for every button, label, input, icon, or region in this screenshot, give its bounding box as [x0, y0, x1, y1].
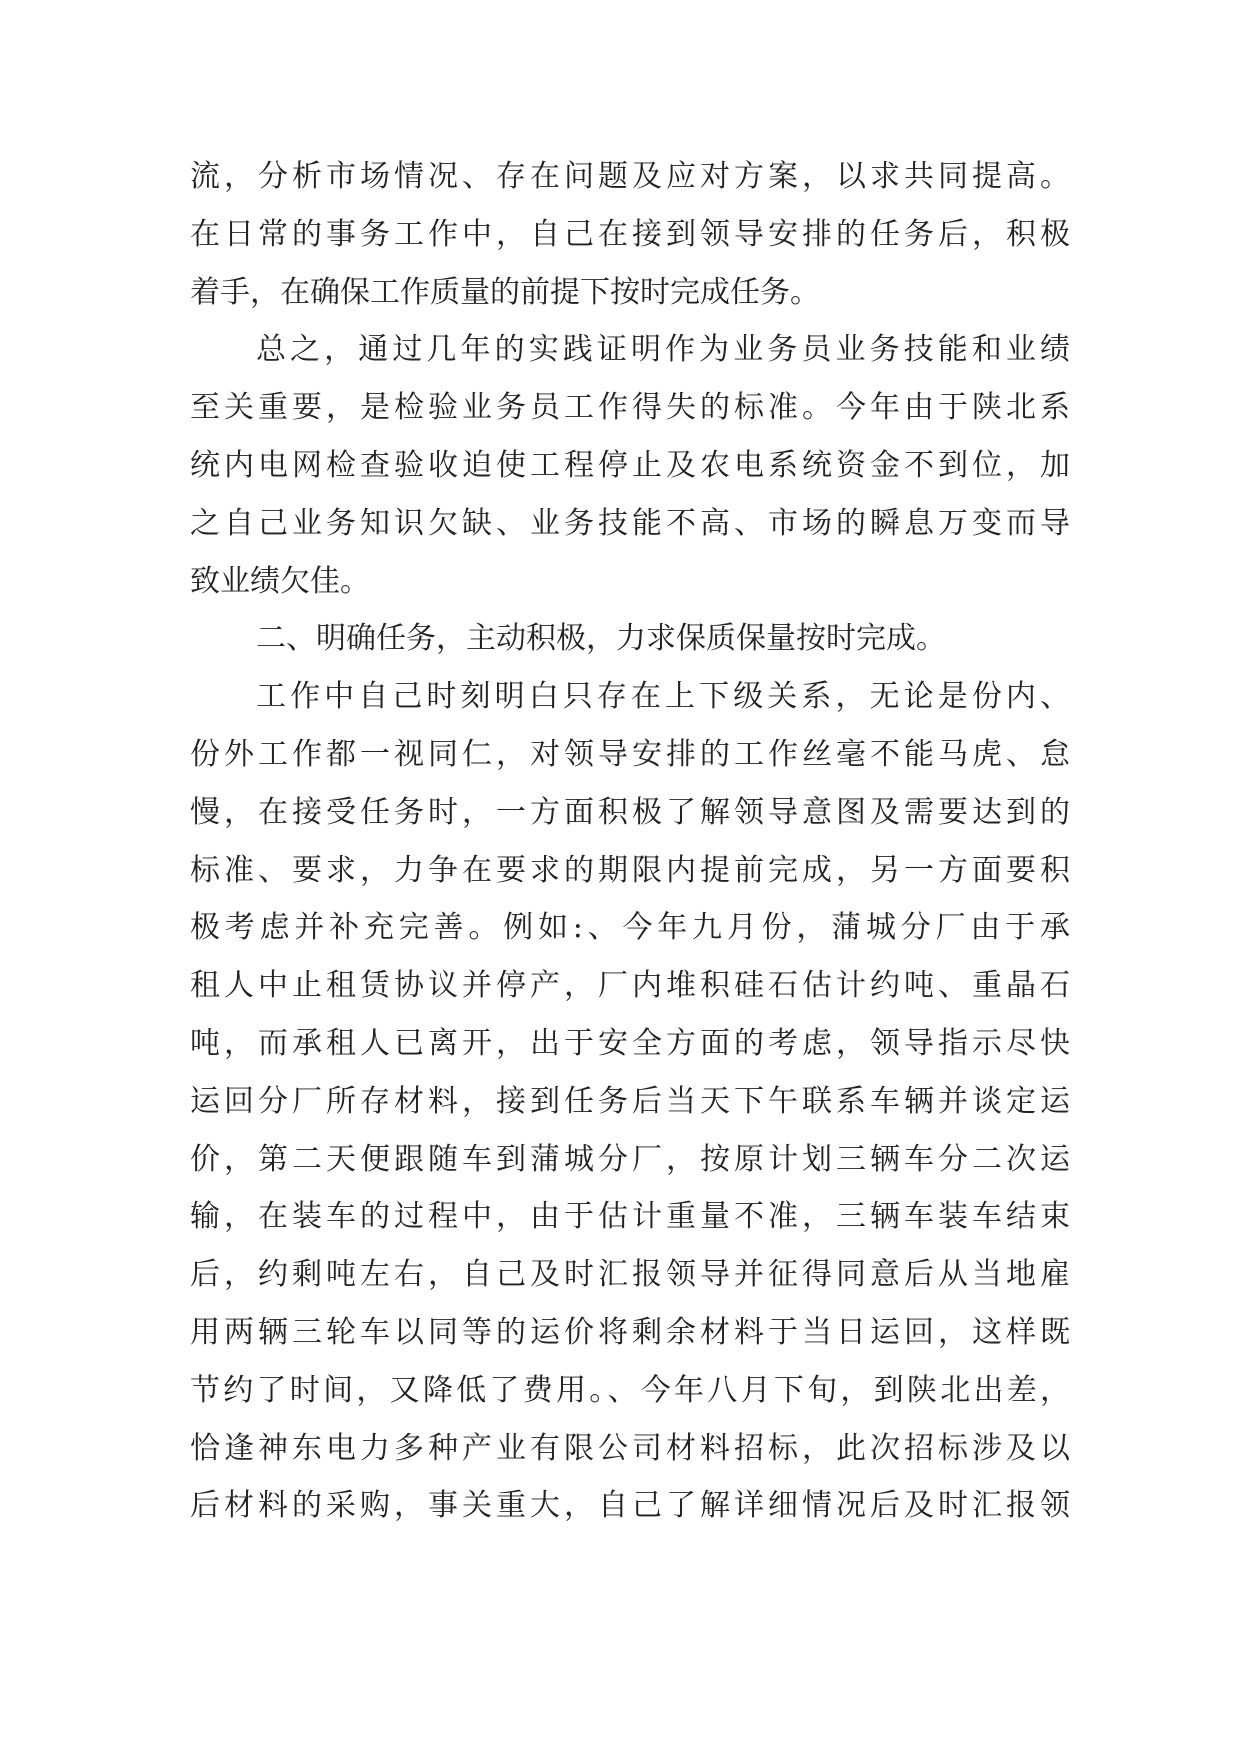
text-line: 租人中止租赁协议并停产，厂内堆积硅石估计约吨、重晶石 — [190, 968, 1070, 1004]
text-line: 输，在装车的过程中，由于估计重量不准，三辆车装车结束 — [190, 1199, 1070, 1235]
text-line: 极考虑并补充完善。例如:、今年九月份，蒲城分厂由于承 — [190, 910, 1070, 946]
text-line: 节约了时间，又降低了费用。、今年八月下旬，到陕北出差， — [190, 1372, 1070, 1408]
text-line: 在日常的事务工作中，自己在接到领导安排的任务后，积极 — [190, 216, 1070, 252]
text-line: 后，约剩吨左右，自己及时汇报领导并征得同意后从当地雇 — [190, 1257, 1070, 1293]
text-line: 吨，而承租人已离开，出于安全方面的考虑，领导指示尽快 — [190, 1025, 1070, 1061]
text-line: 用两辆三轮车以同等的运价将剩余材料于当日运回，这样既 — [190, 1314, 1070, 1350]
text-line: 着手，在确保工作质量的前提下按时完成任务。 — [190, 274, 820, 310]
body-text — [190, 148, 1070, 1535]
text-line: 价，第二天便跟随车到蒲城分厂，按原计划三辆车分二次运 — [190, 1141, 1070, 1177]
text-line: 至关重要，是检验业务员工作得失的标准。今年由于陕北系 — [190, 390, 1070, 426]
text-line: 份外工作都一视同仁，对领导安排的工作丝毫不能马虎、怠 — [190, 736, 1070, 772]
text-line: 统内电网检查验收迫使工程停止及农电系统资金不到位，加 — [190, 447, 1070, 483]
text-line: 慢，在接受任务时，一方面积极了解领导意图及需要达到的 — [190, 794, 1070, 830]
paragraph-start-line: 工作中自己时刻明白只存在上下级关系，无论是份内、 — [256, 679, 1070, 715]
text-line: 恰逢神东电力多种产业有限公司材料招标，此次招标涉及以 — [190, 1430, 1070, 1466]
paragraph-start-line: 总之，通过几年的实践证明作为业务员业务技能和业绩 — [256, 332, 1070, 368]
text-line: 后材料的采购，事关重大，自己了解详细情况后及时汇报领 — [190, 1488, 1070, 1524]
text-line: 运回分厂所存材料，接到任务后当天下午联系车辆并谈定运 — [190, 1083, 1070, 1119]
text-line: 致业绩欠佳。 — [190, 563, 370, 599]
text-line: 标准、要求，力争在要求的期限内提前完成，另一方面要积 — [190, 852, 1070, 888]
text-line: 之自己业务知识欠缺、业务技能不高、市场的瞬息万变而导 — [190, 505, 1070, 541]
section-heading: 二、明确任务，主动积极，力求保质保量按时完成。 — [256, 621, 946, 657]
text-line: 流，分析市场情况、存在问题及应对方案，以求共同提高。 — [190, 159, 1070, 194]
